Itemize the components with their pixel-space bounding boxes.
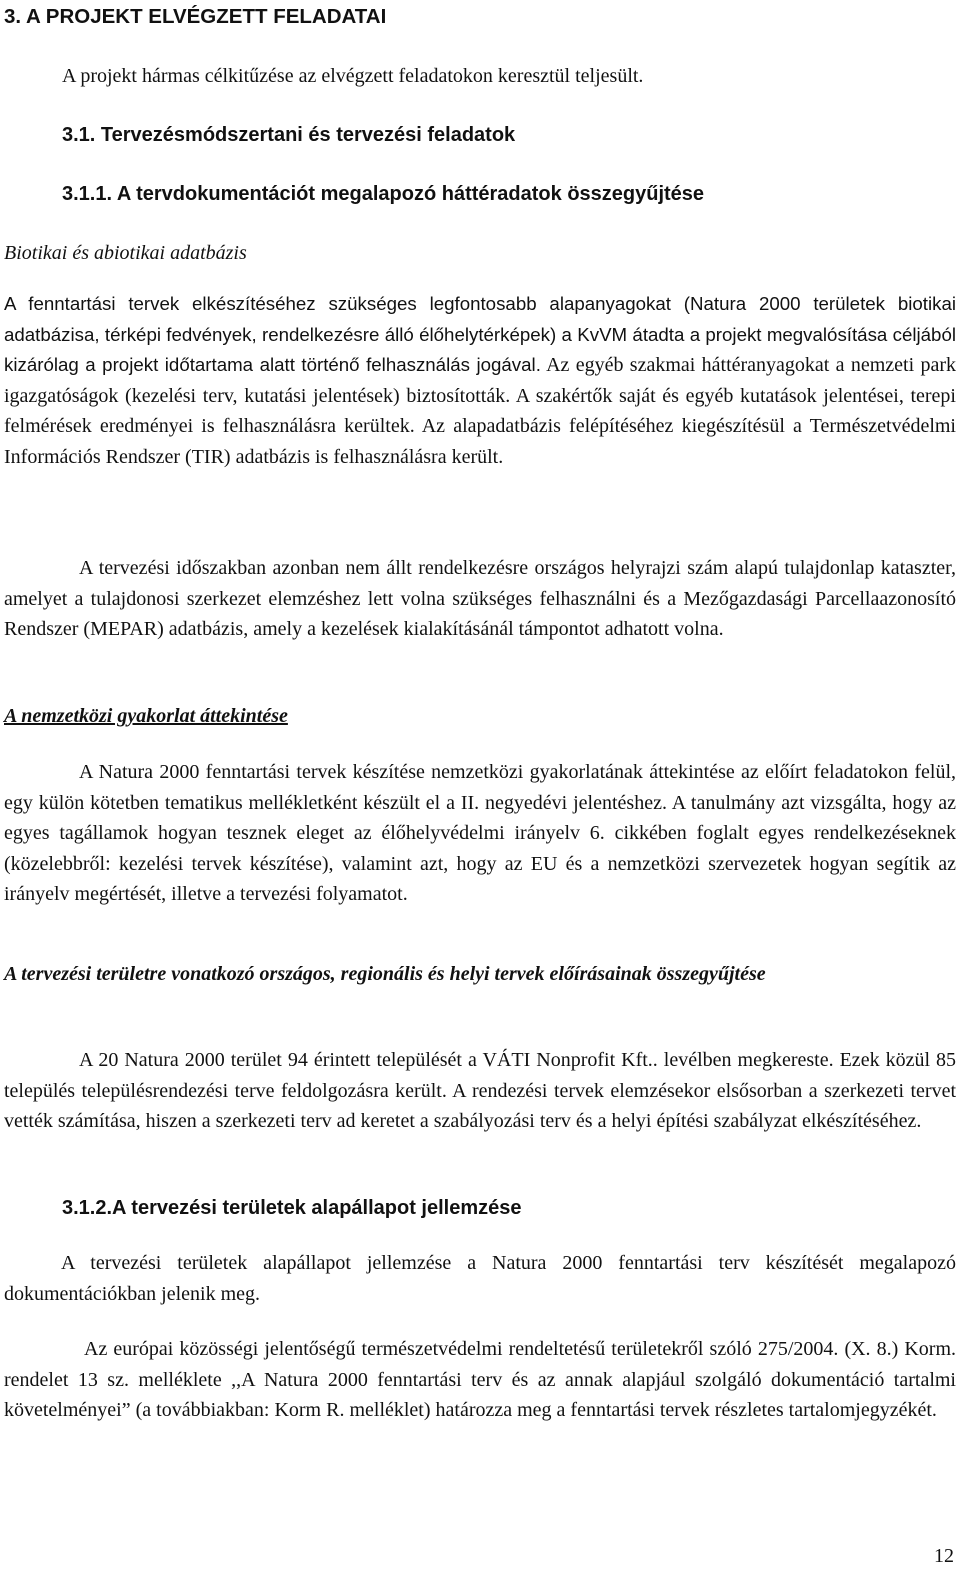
paragraph-alapanyagok-serif: Az egyéb szakmai háttéranyagokat a nemzeti park igazgatóságok (kezelési terv, kutatási jelentések) biztosították. A szakértők saját és egyéb kutatások jelentései, terepi felmérések eredményei is felhasználásra kerültek. Az alapadatbázis felépítéséhez kiegészítésül a Természetvédelmi Információs Rendszer (TIR) adatbázis is felhasználásra került. (4, 354, 957, 468)
paragraph-alapanyagok (4, 289, 956, 472)
paragraph-vati: A 20 Natura 2000 terület 94 érintett települését a VÁTI Nonprofit Kft.. levélben megkereste. Ezek közül 85 település településrendezési terve feldolgozásra került. A rendezési tervek elemzésekor elsősorban a szerkezeti tervet vették számítása, hiszen a szerkezeti terv ad keretet a szabályozási terv és a helyi építési szabályzat elkészítéséhez. (4, 1049, 956, 1132)
paragraph-alapallapot: A tervezési területek alapállapot jellemzése a Natura 2000 fenntartási terv készítését megalapozó dokumentációkban jelenik meg. (4, 1252, 956, 1305)
paragraph-nemzetkozi: A Natura 2000 fenntartási tervek készítése nemzetközi gyakorlatának áttekintése az előírt feladatokon felül, egy külön kötetben tematikus mellékletként készült el a II. negyedévi jelentéshez. A tanulmány azt vizsgálta, hogy az egyes tagállamok hogyan tesznek eleget az élőhelyvédelmi irányelv 6. cikkében foglalt egyes rendelkezéseknek (közelebbről: kezelési tervek készítése), valamint azt, hogy az EU és a nemzetközi szervezetek hogyan segítik az irányelv megértését, illetve a tervezési folyamatot. (4, 761, 956, 905)
section-heading-3-1-2: 3.1.2.A tervezési területek alapállapot jellemzése (62, 1197, 522, 1219)
subheading-nemzetkozi: A nemzetközi gyakorlat áttekintése (4, 705, 288, 727)
paragraph-tervezesi-idoszak: A tervezési időszakban azonban nem állt rendelkezésre országos helyrajzi szám alapú tulajdonlap kataszter, amelyet a tulajdonosi szerkezet elemzéshez lett volna szükséges felhasználni és a Mezőgazdasági Parcellaazonosító Rendszer (MEPAR) adatbázis, amely a kezelések kialakításánál támpontot adhatott volna. (4, 557, 956, 640)
section-heading-3-1: 3.1. Tervezésmódszertani és tervezési feladatok (62, 124, 516, 146)
subheading-biotikai: Biotikai és abiotikai adatbázis (4, 242, 247, 264)
paragraph-alapanyagok-sans: A fenntartási tervek elkészítéséhez szükséges legfontosabb alapanyagokat (Natura 2000 területek biotikai adatbázisa, térképi fedvények, rendelkezésre álló élőhelytérképek) a KvVM átadta a projekt megvalósítása céljából kizárólag a projekt időtartama alatt történő felhasználás jogával. (4, 293, 956, 375)
intro-paragraph: A projekt hármas célkitűzése az elvégzett feladatokon keresztül teljesült. (62, 65, 644, 87)
subheading-tervezesi-teruletre: A tervezési területre vonatkozó országos, regionális és helyi tervek előírásainak összegyűjtése (4, 963, 766, 985)
paragraph-korm-rendelet: Az európai közösségi jelentőségű természetvédelmi rendeltetésű területekről szóló 275/2004. (X. 8.) Korm. rendelet 13 sz. melléklete ,,A Natura 2000 fenntartási terv és az annak alapjául szolgáló dokumentáció tartalmi követelményei” (a továbbiakban: Korm R. melléklet) határozza meg a fenntartási tervek részletes tartalomjegyzékét. (4, 1338, 956, 1421)
page-number: 12 (934, 1545, 954, 1567)
chapter-heading: 3. A PROJEKT ELVÉGZETT FELADATAI (4, 5, 387, 28)
section-heading-3-1-1: 3.1.1. A tervdokumentációt megalapozó háttéradatok összegyűjtése (62, 183, 705, 205)
